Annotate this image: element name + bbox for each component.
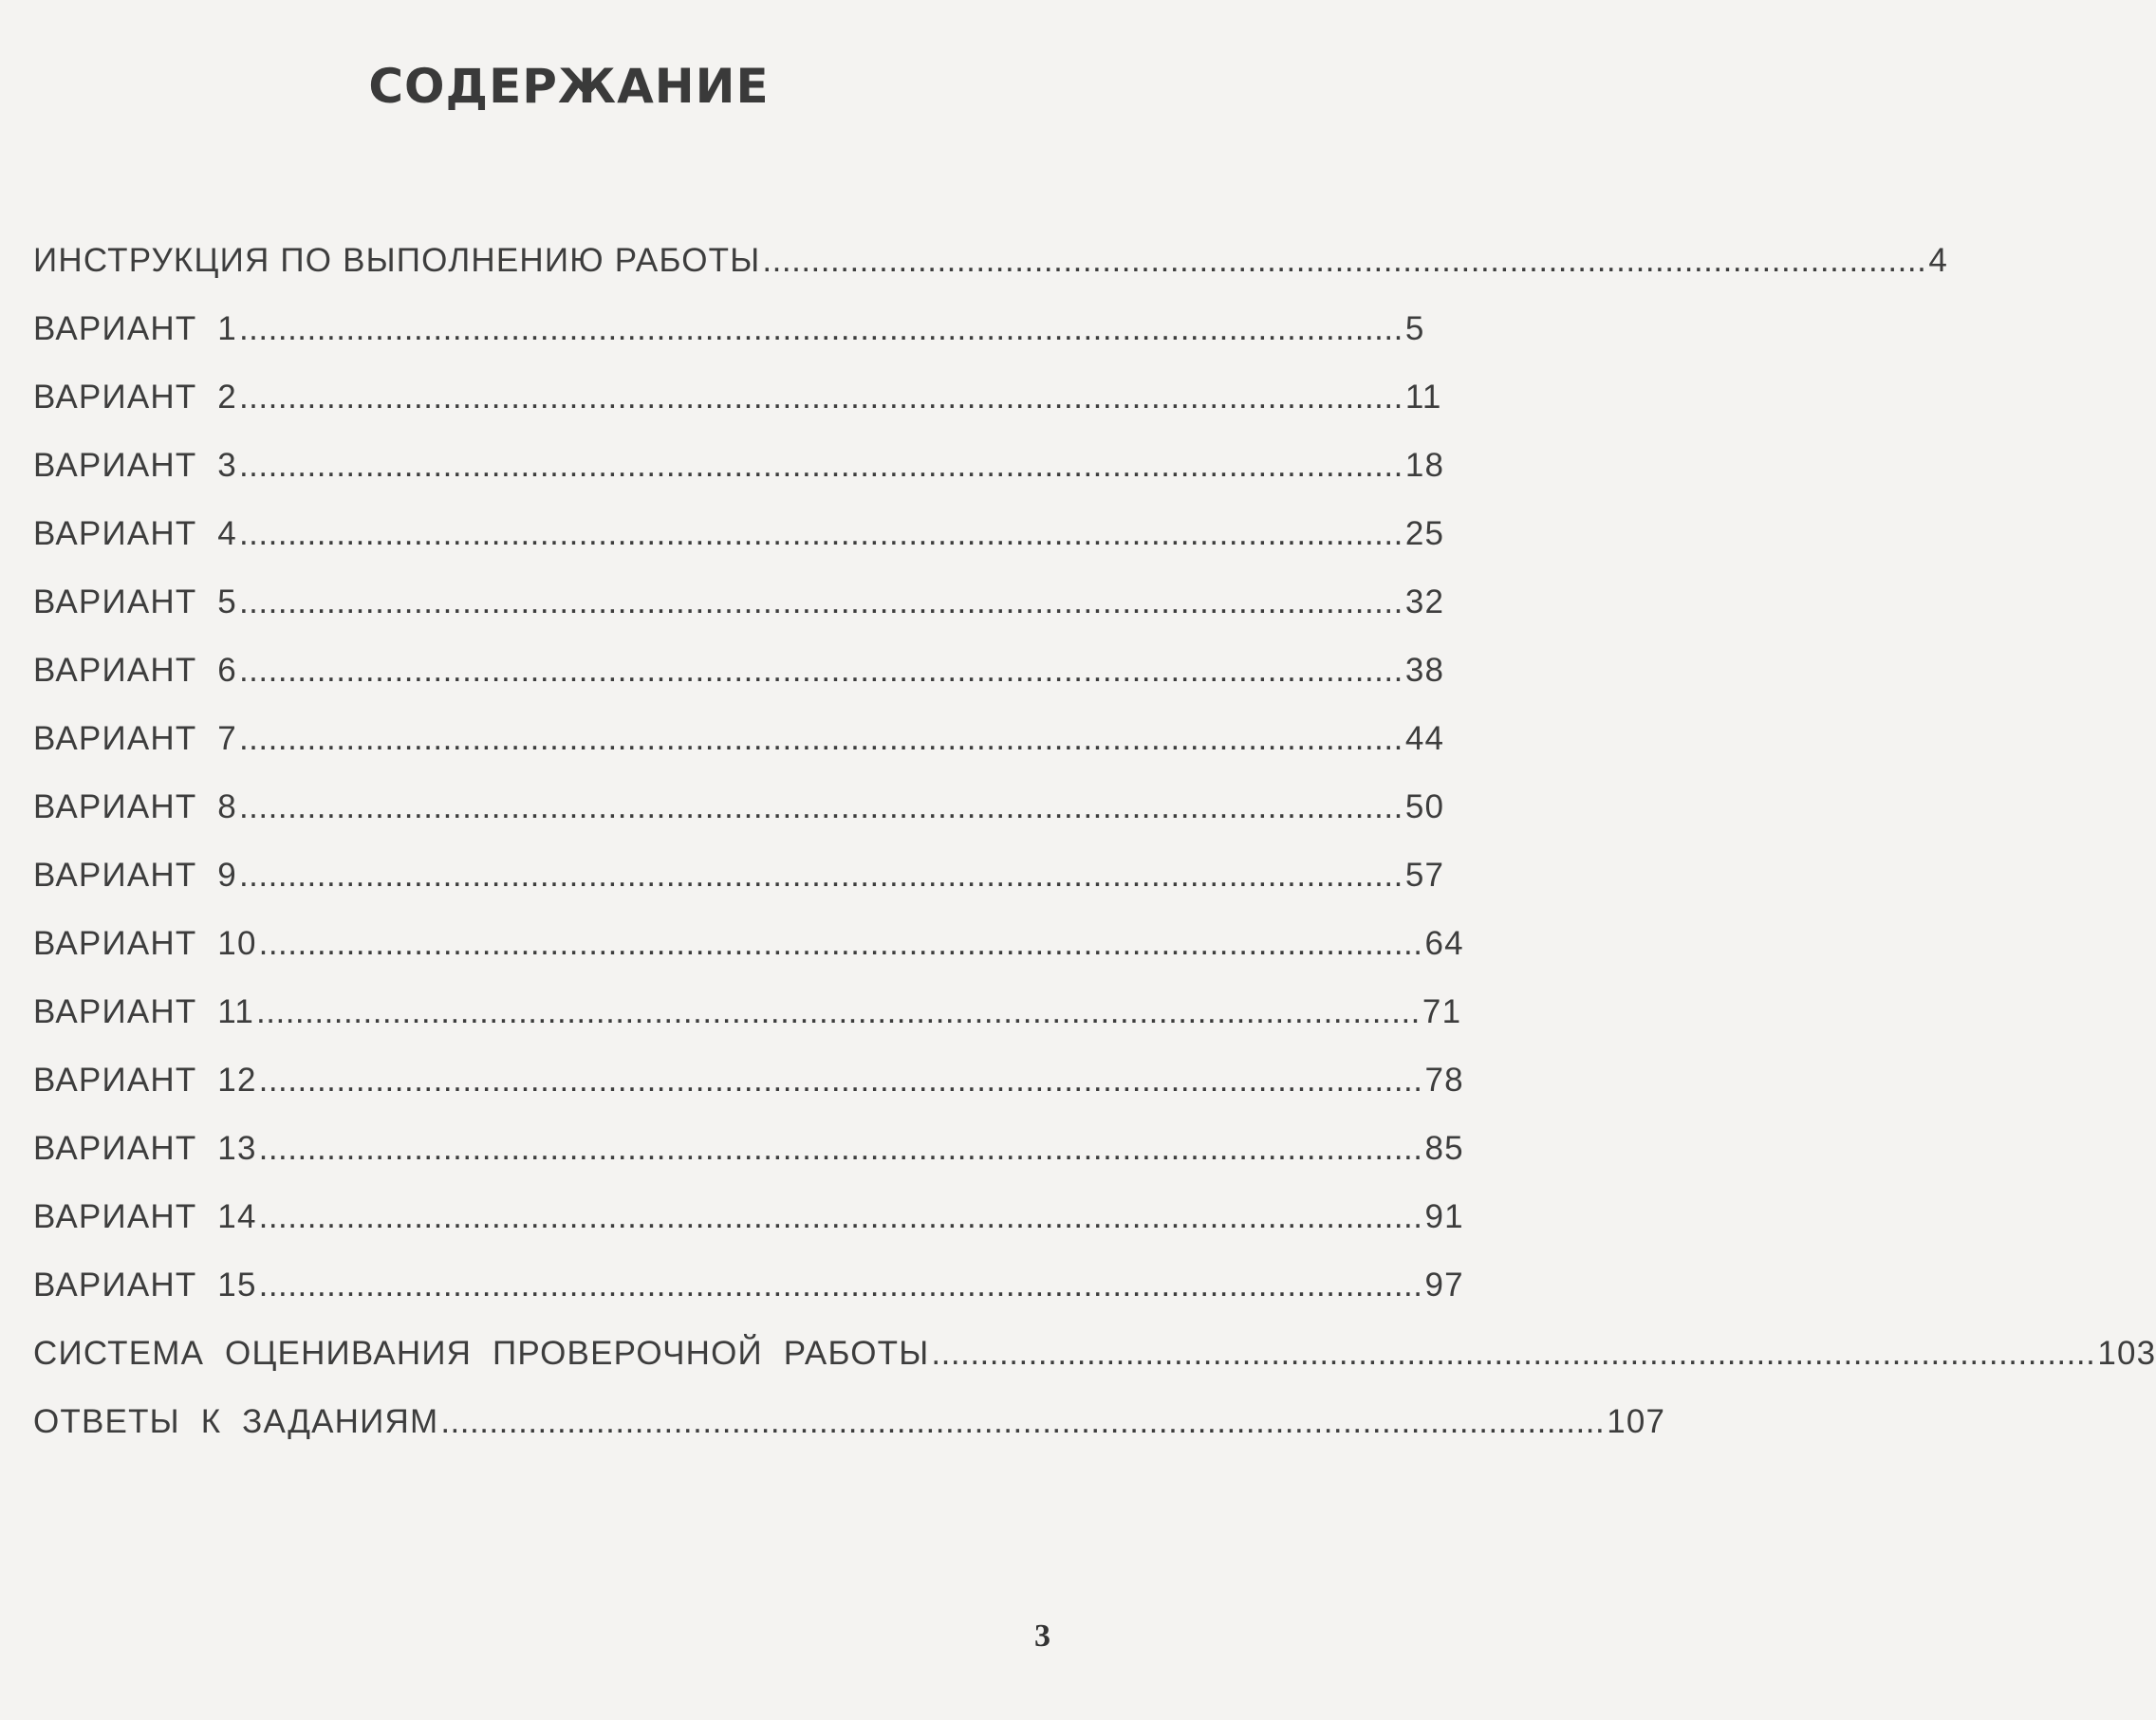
toc-entry-label: ОТВЕТЫ К ЗАДАНИЯМ <box>33 1403 439 1440</box>
toc-entry-page: 25 <box>1404 515 1445 552</box>
toc-entry <box>33 652 1445 720</box>
toc-entry-label: ИНСТРУКЦИЯ ПО ВЫПОЛНЕНИЮ РАБОТЫ <box>33 242 761 279</box>
toc-leader-dots: ........................................................................................................................ <box>238 720 1403 757</box>
toc-entry <box>33 242 1948 310</box>
toc-entry <box>33 925 1464 993</box>
table-of-contents <box>33 242 2156 1471</box>
toc-entry-label: ВАРИАНТ 1 <box>33 310 237 347</box>
toc-leader-dots: ........................................................................................................................ <box>238 857 1403 894</box>
toc-leader-dots: ........................................................................................................................ <box>238 788 1403 825</box>
toc-entry-label: ВАРИАНТ 2 <box>33 379 237 416</box>
toc-entry-page: 85 <box>1424 1130 1464 1167</box>
toc-leader-dots: ........................................................................................................................ <box>238 447 1403 484</box>
toc-entry <box>33 379 1442 447</box>
toc-leader-dots: ........................................................................................................................ <box>238 515 1403 552</box>
toc-leader-dots: ........................................................................................................................ <box>440 1403 1606 1440</box>
toc-entry <box>33 1198 1464 1267</box>
toc-leader-dots: ........................................................................................................................ <box>256 993 1421 1030</box>
toc-entry <box>33 1130 1464 1198</box>
toc-entry <box>33 1062 1464 1130</box>
toc-entry-label: ВАРИАНТ 13 <box>33 1130 257 1167</box>
toc-entry-page: 103 <box>2097 1335 2156 1372</box>
toc-entry <box>33 720 1445 788</box>
toc-leader-dots: ........................................................................................................................ <box>238 310 1403 347</box>
toc-entry-label: ВАРИАНТ 6 <box>33 652 237 689</box>
toc-entry <box>33 857 1445 925</box>
toc-entry-page: 32 <box>1404 583 1445 620</box>
toc-entry-label: ВАРИАНТ 14 <box>33 1198 257 1235</box>
toc-entry-page: 4 <box>1928 242 1948 279</box>
toc-leader-dots: ........................................................................................................................ <box>931 1335 2096 1372</box>
toc-entry-label: ВАРИАНТ 11 <box>33 993 255 1030</box>
toc-leader-dots: ........................................................................................................................ <box>258 925 1423 962</box>
toc-entry-label: ВАРИАНТ 7 <box>33 720 237 757</box>
toc-entry-page: 38 <box>1404 652 1445 689</box>
toc-entry-label: СИСТЕМА ОЦЕНИВАНИЯ ПРОВЕРОЧНОЙ РАБОТЫ <box>33 1335 930 1372</box>
toc-entry-page: 107 <box>1607 1403 1666 1440</box>
toc-entry-page: 50 <box>1404 788 1445 825</box>
toc-leader-dots: ........................................................................................................................ <box>258 1267 1423 1304</box>
toc-leader-dots: ........................................................................................................................ <box>238 652 1403 689</box>
toc-entry-label: ВАРИАНТ 4 <box>33 515 237 552</box>
toc-leader-dots: ........................................................................................................................ <box>258 1130 1423 1167</box>
toc-leader-dots: ........................................................................................................................ <box>238 379 1403 416</box>
toc-entry-page: 18 <box>1404 447 1445 484</box>
toc-entry-page: 11 <box>1404 379 1442 416</box>
toc-entry <box>33 310 1425 379</box>
toc-entry <box>33 1335 2156 1403</box>
toc-entry-page: 64 <box>1424 925 1464 962</box>
toc-entry-page: 57 <box>1404 857 1445 894</box>
toc-entry-page: 97 <box>1424 1267 1464 1304</box>
toc-entry-label: ВАРИАНТ 3 <box>33 447 237 484</box>
toc-entry <box>33 447 1445 515</box>
toc-entry-label: ВАРИАНТ 8 <box>33 788 237 825</box>
toc-leader-dots: ........................................................................................................................ <box>238 583 1403 620</box>
toc-entry <box>33 788 1445 857</box>
page-title: СОДЕРЖАНИЕ <box>368 59 770 114</box>
toc-entry <box>33 1267 1464 1335</box>
toc-entry <box>33 993 1462 1062</box>
toc-entry <box>33 515 1445 583</box>
page-number: 3 <box>1034 1618 1050 1654</box>
toc-entry <box>33 1403 1666 1471</box>
toc-entry-page: 91 <box>1424 1198 1464 1235</box>
toc-entry-label: ВАРИАНТ 5 <box>33 583 237 620</box>
toc-entry-label: ВАРИАНТ 12 <box>33 1062 257 1099</box>
toc-entry-label: ВАРИАНТ 9 <box>33 857 237 894</box>
toc-leader-dots: ........................................................................................................................ <box>762 242 1927 279</box>
toc-entry-label: ВАРИАНТ 10 <box>33 925 257 962</box>
toc-entry-page: 78 <box>1424 1062 1464 1099</box>
toc-entry-page: 71 <box>1422 993 1462 1030</box>
toc-entry-page: 5 <box>1404 310 1425 347</box>
toc-entry-page: 44 <box>1404 720 1445 757</box>
toc-leader-dots: ........................................................................................................................ <box>258 1198 1423 1235</box>
toc-leader-dots: ........................................................................................................................ <box>258 1062 1423 1099</box>
toc-entry-label: ВАРИАНТ 15 <box>33 1267 257 1304</box>
toc-entry <box>33 583 1445 652</box>
